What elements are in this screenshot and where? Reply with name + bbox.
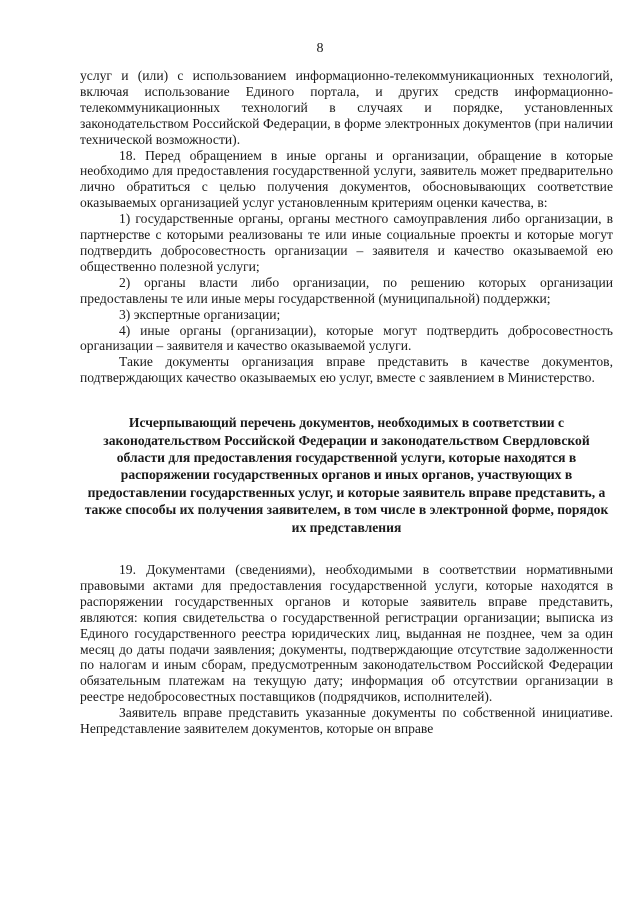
paragraph: Заявитель вправе представить указанные документы по собственной инициативе. Непредставление заявителем документов, которые он вправе (80, 705, 613, 737)
paragraph: услуг и (или) с использованием информационно-телекоммуникационных технологий, включая использование Единого портала, и других средств информационно-телекоммуникационных технологий в случаях и порядке, установленных законодательством Российской Федерации, в форме электронных документов (при наличии технической возможности). (80, 68, 613, 147)
paragraph: Такие документы организация вправе представить в качестве документов, подтверждающих качество оказываемых ею услуг, вместе с заявлением в Министерство. (80, 354, 613, 386)
section-heading: Исчерпывающий перечень документов, необходимых в соответствии с законодательством Российской Федерации и законодательством Свердловской области для предоставления государственной услуги, которые находятся в распоряжении государственных органов и иных органов, участвующих в предоставлении государственных услуг, и которые заявитель вправе представить, а также способы их получения заявителем, в том числе в электронной форме, порядок их представления (84, 415, 609, 535)
list-item-3: 3) экспертные организации; (119, 306, 281, 322)
paragraphs-after (80, 562, 613, 737)
list-item-1: 1) государственные органы, органы местного самоуправления либо организации, в партнерстве с которыми реализованы те или иные социальные проекты и которые могут подтвердить добросовестность организации – заявителя и качество оказываемой ею общественно полезной услуги; (80, 211, 613, 274)
page-content (80, 68, 613, 737)
page-number: 8 (316, 41, 324, 56)
paragraphs-before (80, 68, 613, 386)
paragraph-18: 18. Перед обращением в иные органы и организации, обращение в которые необходимо для предоставления государственной услуги, заявитель может предварительно лично обратиться с целью получения документов, обосновывающих соответствие оказываемых организацией услуг установленным критериям оценки качества, в: (80, 147, 613, 211)
paragraph-19: 19. Документами (сведениями), необходимыми в соответствии нормативными правовыми актами для предоставления государственной услуги, которые находятся в распоряжении государственных органов и которые заявитель вправе представить, являются: копия свидетельства о государственной регистрации организации; выписка из Единого государственного реестра юридических лиц, выданная не позднее, чем за один месяц до даты подачи заявления; документы, подтверждающие отсутствие задолженности по налогам и иным сборам, предусмотренным законодательством Российской Федерации обязательным платежам на текущую дату; информация об отсутствии организации в реестре недобросовестных поставщиков (подрядчиков, исполнителей). (80, 561, 613, 705)
list-item-4: 4) иные органы (организации), которые могут подтвердить добросовестность организации – заявителя и качество оказываемой услуги. (80, 322, 613, 354)
list-item-2: 2) органы власти либо организации, по решению которых организации предоставлены те или иные меры государственной (муниципальной) поддержки; (80, 274, 613, 306)
